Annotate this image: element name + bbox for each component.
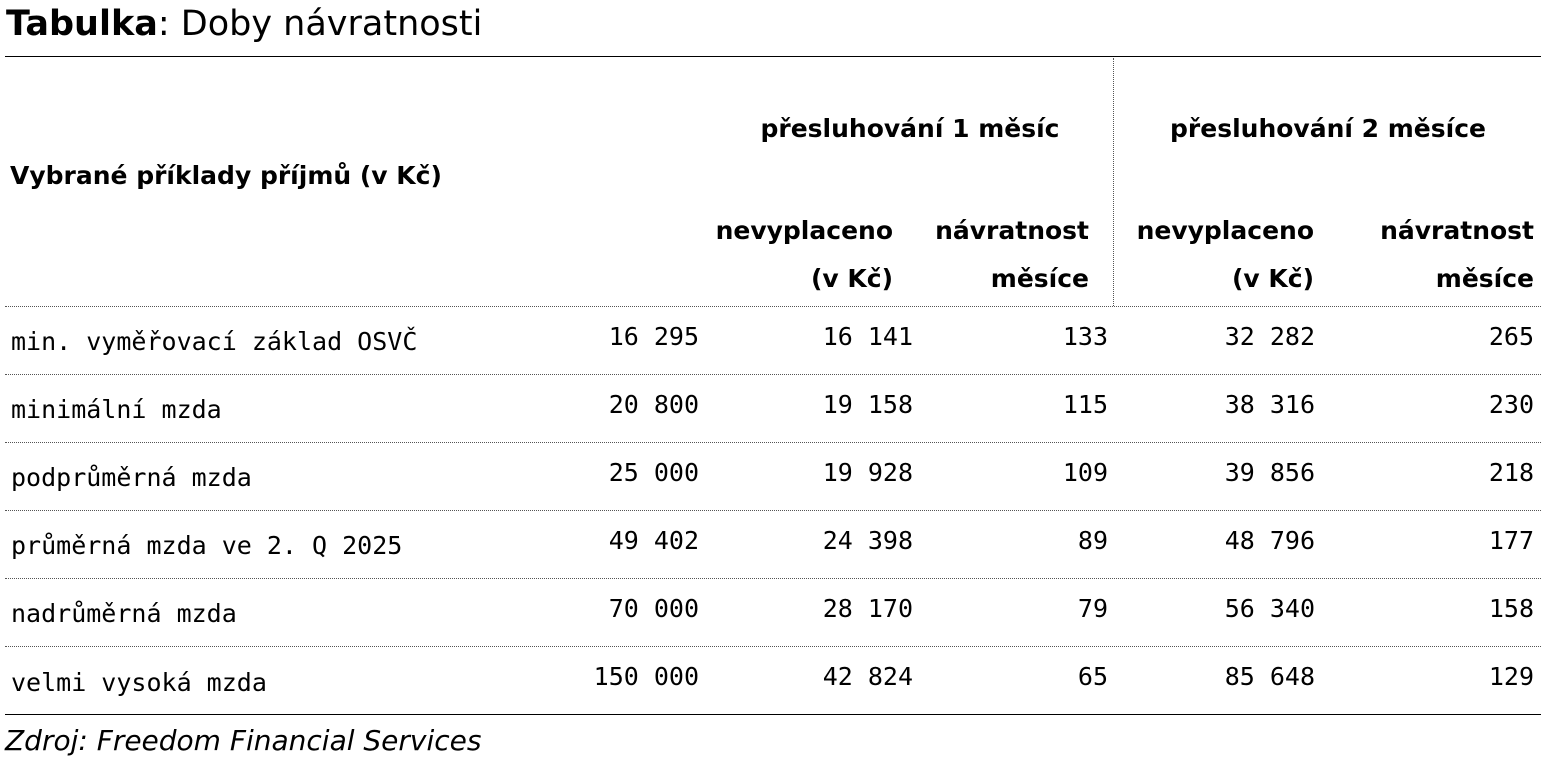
cell-payback-2: 158 [1488, 594, 1534, 623]
cell-payback-1: 109 [1062, 458, 1108, 487]
column-header-line: (v Kč) [1231, 264, 1314, 293]
cell-unpaid-1: 19 158 [822, 390, 913, 419]
table-title [6, 2, 482, 46]
row-label: průměrná mzda ve 2. Q 2025 [11, 531, 403, 560]
table-title-text: : Doby návratnosti [157, 4, 483, 44]
cell-income: 70 000 [608, 594, 699, 623]
cell-payback-1: 79 [1077, 594, 1108, 623]
group-header-2: přesluhování 2 měsíce [1170, 114, 1486, 143]
cell-unpaid-2: 39 856 [1224, 458, 1315, 487]
row-label: nadrůměrná mzda [11, 599, 237, 628]
group-divider [1113, 58, 1114, 306]
header-separator [5, 306, 1541, 307]
cell-payback-2: 129 [1488, 662, 1534, 691]
cell-income: 25 000 [608, 458, 699, 487]
cell-unpaid-1: 19 928 [822, 458, 913, 487]
cell-income: 16 295 [608, 322, 699, 351]
cell-payback-1: 133 [1062, 322, 1108, 351]
row-label: podprůměrná mzda [11, 463, 252, 492]
row-label: min. vyměřovací základ OSVČ [11, 327, 418, 356]
row-separator [5, 442, 1541, 443]
table-bottom-rule [5, 714, 1541, 715]
cell-payback-2: 230 [1488, 390, 1534, 419]
cell-unpaid-1: 28 170 [822, 594, 913, 623]
column-header-line: měsíce [1435, 264, 1534, 293]
column-header-line: nevyplaceno [1136, 216, 1314, 245]
cell-payback-1: 89 [1077, 526, 1108, 555]
column-header-payback-2 [1380, 207, 1534, 303]
column-header-line: (v Kč) [810, 264, 893, 293]
column-header-line: měsíce [990, 264, 1089, 293]
cell-income: 20 800 [608, 390, 699, 419]
group-header-1: přesluhování 1 měsíc [760, 114, 1060, 143]
cell-unpaid-2: 32 282 [1224, 322, 1315, 351]
cell-unpaid-2: 85 648 [1224, 662, 1315, 691]
row-separator [5, 374, 1541, 375]
column-header-unpaid-2 [1137, 207, 1314, 303]
cell-unpaid-1: 24 398 [822, 526, 913, 555]
cell-unpaid-2: 38 316 [1224, 390, 1315, 419]
cell-payback-2: 265 [1488, 322, 1534, 351]
column-header-payback-1 [935, 207, 1089, 303]
cell-unpaid-2: 48 796 [1224, 526, 1315, 555]
cell-unpaid-1: 16 141 [822, 322, 913, 351]
cell-unpaid-2: 56 340 [1224, 594, 1315, 623]
cell-income: 49 402 [608, 526, 699, 555]
column-header-unpaid-1 [716, 207, 893, 303]
column-header-line: nevyplaceno [715, 216, 893, 245]
table-title-bold: Tabulka [6, 4, 158, 44]
row-separator [5, 510, 1541, 511]
cell-payback-1: 65 [1077, 662, 1108, 691]
cell-unpaid-1: 42 824 [822, 662, 913, 691]
cell-payback-2: 218 [1488, 458, 1534, 487]
row-label: velmi vysoká mzda [11, 668, 267, 697]
row-label: minimální mzda [11, 395, 222, 424]
cell-payback-2: 177 [1488, 526, 1534, 555]
column-header-line: návratnost [1380, 216, 1534, 245]
row-separator [5, 646, 1541, 647]
row-header-label: Vybrané příklady příjmů (v Kč) [10, 161, 442, 190]
row-separator [5, 578, 1541, 579]
table-top-rule [5, 56, 1541, 57]
cell-income: 150 000 [593, 662, 699, 691]
cell-payback-1: 115 [1062, 390, 1108, 419]
source-note: Zdroj: Freedom Financial Services [5, 724, 482, 757]
column-header-line: návratnost [935, 216, 1089, 245]
